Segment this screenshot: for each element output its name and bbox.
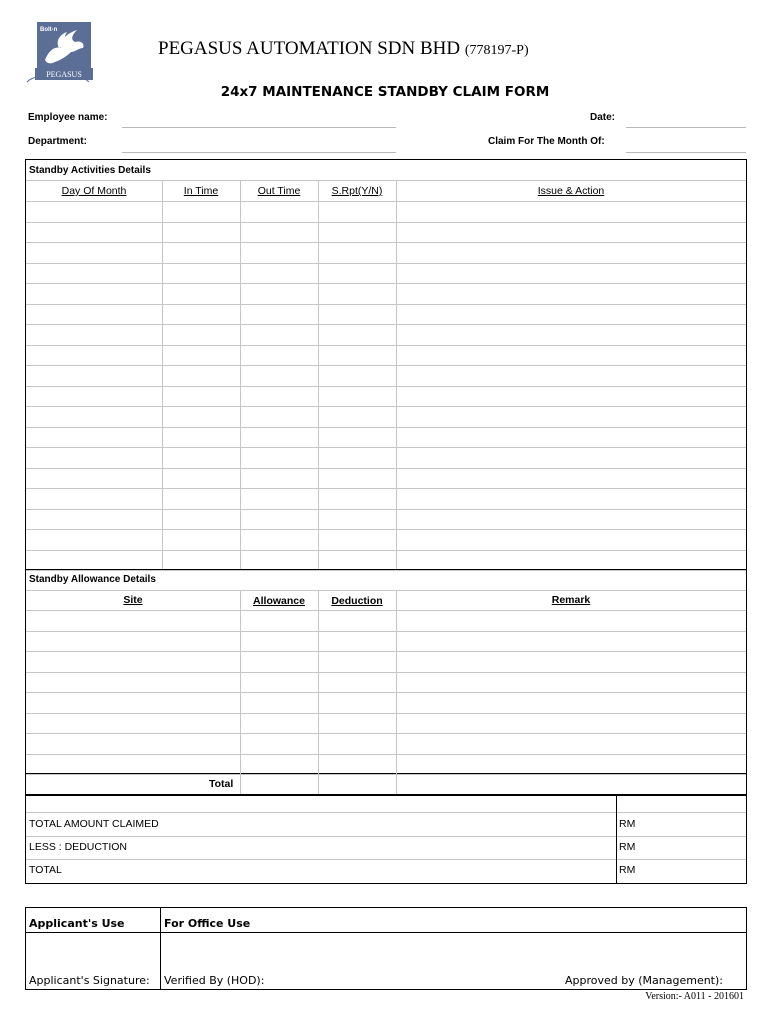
col-site: Site [123, 594, 143, 606]
col-issue-action: Issue & Action [537, 185, 605, 197]
activities-row-line [26, 304, 746, 305]
allowance-header-top-line [26, 590, 746, 591]
activities-column-line [318, 181, 319, 569]
allowance-row-line [26, 733, 746, 734]
activities-row-line [26, 263, 746, 264]
activities-row-line [26, 242, 746, 243]
activities-section-title: Standby Activities Details [29, 165, 151, 176]
allowance-row-line [26, 774, 746, 775]
date-field[interactable] [626, 127, 746, 128]
applicants-use-label: Applicant's Use [29, 917, 125, 930]
activities-row-line [26, 201, 746, 202]
activities-row-line [26, 468, 746, 469]
col-out-time: Out Time [257, 185, 301, 197]
summary-divider-1 [26, 812, 746, 813]
allowance-total-line [26, 773, 746, 774]
col-remark: Remark [551, 594, 591, 606]
col-day-of-month: Day Of Month [61, 185, 127, 197]
summary-box [25, 795, 747, 884]
less-deduction-label: LESS : DEDUCTION [29, 841, 128, 853]
allowance-row-line [26, 631, 746, 632]
activities-row-line [26, 488, 746, 489]
activities-header-divider [26, 180, 746, 181]
employee-name-label: Employee name: [28, 112, 108, 123]
allowance-row-line [26, 672, 746, 673]
summary-divider-2 [26, 836, 746, 837]
company-name-text: PEGASUS AUTOMATION SDN BHD [158, 38, 461, 59]
activities-row-line [26, 345, 746, 346]
allowance-row-line [26, 754, 746, 755]
activities-row-line [26, 447, 746, 448]
department-label: Department: [28, 136, 87, 147]
activities-row-line [26, 509, 746, 510]
allowance-row-line [26, 692, 746, 693]
version-label: Version:- A011 - 201601 [645, 991, 744, 1002]
allowance-column-line [240, 591, 241, 794]
company-name [158, 38, 529, 60]
allowance-column-line [396, 591, 397, 794]
office-use-label: For Office Use [164, 917, 251, 930]
activities-column-line [240, 181, 241, 569]
office-use-column-divider [160, 908, 161, 989]
allowance-total-label: Total [209, 778, 234, 790]
approved-by-label: Approved by (Management): [565, 974, 723, 987]
activities-column-line [162, 181, 163, 569]
activities-row-line [26, 222, 746, 223]
summary-currency-divider [616, 796, 617, 883]
verified-by-label: Verified By (HOD): [164, 974, 265, 987]
allowance-row-line [26, 610, 746, 611]
date-label: Date: [590, 112, 616, 123]
form-title: 24x7 MAINTENANCE STANDBY CLAIM FORM [220, 84, 550, 100]
claim-month-field[interactable] [626, 152, 746, 153]
employee-name-field[interactable] [122, 127, 396, 128]
col-in-time: In Time [183, 185, 219, 197]
allowance-row-line [26, 713, 746, 714]
office-use-divider [26, 932, 746, 933]
total-label: TOTAL [29, 864, 62, 876]
allowance-row-line [26, 651, 746, 652]
activities-row-line [26, 406, 746, 407]
activities-row-line [26, 570, 746, 571]
department-field[interactable] [122, 152, 396, 153]
activities-row-line [26, 529, 746, 530]
summary-divider-3 [26, 859, 746, 860]
col-deduction: Deduction [331, 595, 383, 607]
logo-top-text: Bolt-n [40, 27, 58, 33]
activities-row-line [26, 324, 746, 325]
activities-column-line [396, 181, 397, 569]
activities-row-line [26, 550, 746, 551]
activities-bottom-border [26, 569, 746, 570]
company-registration: (778197-P) [464, 43, 529, 58]
col-service-report: S.Rpt(Y/N) [331, 185, 383, 197]
activities-row-line [26, 283, 746, 284]
activities-row-line [26, 427, 746, 428]
less-deduction-currency: RM [619, 841, 636, 853]
col-allowance: Allowance [253, 595, 305, 607]
activities-row-line [26, 365, 746, 366]
allowance-section-title: Standby Allowance Details [29, 574, 156, 585]
applicant-signature-label: Applicant's Signature: [29, 974, 150, 987]
total-currency: RM [619, 864, 636, 876]
activities-row-line [26, 386, 746, 387]
total-amount-claimed-currency: RM [619, 818, 636, 830]
claim-tables-box [25, 159, 747, 795]
company-logo [25, 22, 93, 86]
claim-month-label: Claim For The Month Of: [488, 136, 605, 147]
total-amount-claimed-label: TOTAL AMOUNT CLAIMED [29, 818, 159, 830]
logo-text: PEGASUS [46, 70, 82, 79]
allowance-column-line [318, 591, 319, 794]
